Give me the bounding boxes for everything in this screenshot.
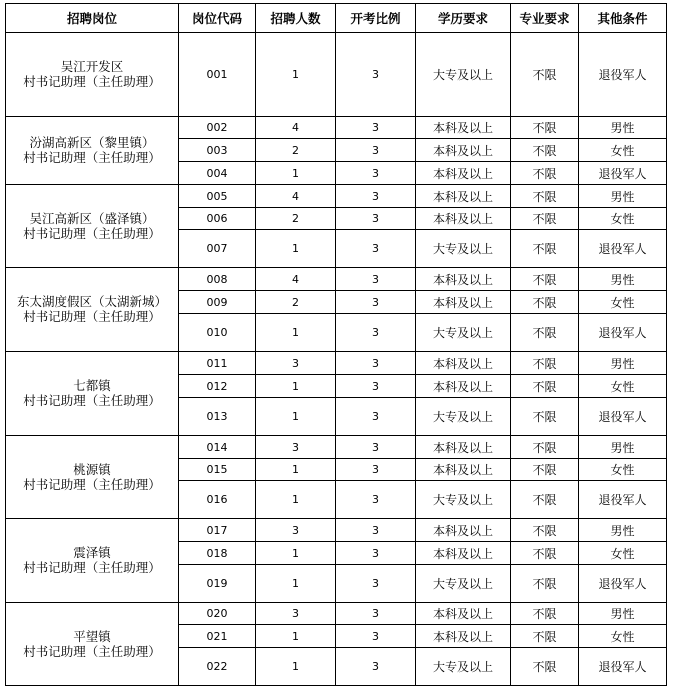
ratio-cell: 3 [336, 230, 416, 268]
major-cell: 不限 [511, 648, 579, 686]
count-cell: 3 [256, 519, 336, 542]
count-cell: 2 [256, 291, 336, 314]
education-cell: 大专及以上 [416, 314, 511, 352]
code-cell: 015 [179, 459, 256, 481]
position-title: 村书记助理（主任助理） [23, 225, 161, 241]
table-row [6, 268, 667, 291]
position-cell [6, 33, 179, 117]
major-cell: 不限 [511, 352, 579, 375]
count-cell: 3 [256, 603, 336, 625]
count-cell: 1 [256, 314, 336, 352]
education-cell: 本科及以上 [416, 436, 511, 459]
area-name: 七都镇 [73, 378, 111, 393]
major-cell: 不限 [511, 398, 579, 436]
count-cell: 1 [256, 33, 336, 117]
ratio-cell: 3 [336, 519, 416, 542]
education-cell: 本科及以上 [416, 625, 511, 648]
ratio-cell: 3 [336, 208, 416, 230]
code-cell: 019 [179, 565, 256, 603]
other-condition-cell: 女性 [579, 625, 667, 648]
major-cell: 不限 [511, 33, 579, 117]
code-cell: 017 [179, 519, 256, 542]
table-row [6, 436, 667, 459]
position-cell [6, 519, 179, 603]
count-cell: 1 [256, 375, 336, 398]
code-cell: 007 [179, 230, 256, 268]
code-cell: 011 [179, 352, 256, 375]
position-title: 村书记助理（主任助理） [23, 150, 161, 165]
code-cell: 013 [179, 398, 256, 436]
recruitment-table [5, 3, 667, 686]
major-cell: 不限 [511, 230, 579, 268]
position-cell [6, 268, 179, 352]
other-condition-cell: 男性 [579, 352, 667, 375]
education-cell: 大专及以上 [416, 230, 511, 268]
major-cell: 不限 [511, 436, 579, 459]
position-cell [6, 603, 179, 686]
count-cell: 2 [256, 208, 336, 230]
table-row [6, 519, 667, 542]
ratio-cell: 3 [336, 481, 416, 519]
education-cell: 本科及以上 [416, 291, 511, 314]
ratio-cell: 3 [336, 603, 416, 625]
code-cell: 021 [179, 625, 256, 648]
education-cell: 本科及以上 [416, 185, 511, 208]
other-condition-cell: 退役军人 [579, 565, 667, 603]
education-cell: 本科及以上 [416, 268, 511, 291]
ratio-cell: 3 [336, 352, 416, 375]
major-cell: 不限 [511, 314, 579, 352]
count-cell: 1 [256, 230, 336, 268]
major-cell: 不限 [511, 481, 579, 519]
header-other: 其他条件 [579, 4, 667, 33]
code-cell: 022 [179, 648, 256, 686]
header-major: 专业要求 [511, 4, 579, 33]
area-name: 震泽镇 [73, 545, 111, 560]
header-education: 学历要求 [416, 4, 511, 33]
major-cell: 不限 [511, 162, 579, 185]
major-cell: 不限 [511, 459, 579, 481]
count-cell: 1 [256, 162, 336, 185]
other-condition-cell: 男性 [579, 519, 667, 542]
other-condition-cell: 男性 [579, 185, 667, 208]
other-condition-cell: 男性 [579, 603, 667, 625]
code-cell: 020 [179, 603, 256, 625]
other-condition-cell: 退役军人 [579, 481, 667, 519]
table-row [6, 352, 667, 375]
ratio-cell: 3 [336, 436, 416, 459]
position-title: 村书记助理（主任助理） [23, 74, 161, 89]
other-condition-cell: 退役军人 [579, 230, 667, 268]
major-cell: 不限 [511, 139, 579, 162]
education-cell: 本科及以上 [416, 208, 511, 230]
table-row [6, 185, 667, 208]
count-cell: 3 [256, 436, 336, 459]
major-cell: 不限 [511, 185, 579, 208]
major-cell: 不限 [511, 117, 579, 139]
ratio-cell: 3 [336, 459, 416, 481]
header-code: 岗位代码 [179, 4, 256, 33]
education-cell: 大专及以上 [416, 398, 511, 436]
count-cell: 2 [256, 139, 336, 162]
code-cell: 006 [179, 208, 256, 230]
ratio-cell: 3 [336, 117, 416, 139]
ratio-cell: 3 [336, 648, 416, 686]
ratio-cell: 3 [336, 268, 416, 291]
header-position: 招聘岗位 [6, 4, 179, 33]
count-cell: 1 [256, 459, 336, 481]
ratio-cell: 3 [336, 33, 416, 117]
ratio-cell: 3 [336, 375, 416, 398]
position-title: 村书记助理（主任助理） [23, 643, 161, 659]
education-cell: 大专及以上 [416, 33, 511, 117]
area-name: 吴江高新区（盛泽镇） [29, 210, 155, 226]
table-body [6, 33, 667, 686]
code-cell: 018 [179, 542, 256, 565]
ratio-cell: 3 [336, 542, 416, 565]
code-cell: 001 [179, 33, 256, 117]
education-cell: 本科及以上 [416, 459, 511, 481]
education-cell: 本科及以上 [416, 375, 511, 398]
education-cell: 大专及以上 [416, 565, 511, 603]
position-cell [6, 352, 179, 436]
area-name: 桃源镇 [73, 461, 111, 477]
ratio-cell: 3 [336, 185, 416, 208]
major-cell: 不限 [511, 375, 579, 398]
major-cell: 不限 [511, 603, 579, 625]
position-title: 村书记助理（主任助理） [23, 476, 161, 492]
table-row [6, 33, 667, 117]
code-cell: 009 [179, 291, 256, 314]
code-cell: 004 [179, 162, 256, 185]
other-condition-cell: 退役军人 [579, 162, 667, 185]
code-cell: 016 [179, 481, 256, 519]
code-cell: 005 [179, 185, 256, 208]
other-condition-cell: 退役军人 [579, 398, 667, 436]
code-cell: 010 [179, 314, 256, 352]
count-cell: 1 [256, 481, 336, 519]
education-cell: 本科及以上 [416, 352, 511, 375]
other-condition-cell: 男性 [579, 117, 667, 139]
position-cell [6, 117, 179, 185]
other-condition-cell: 女性 [579, 459, 667, 481]
other-condition-cell: 女性 [579, 139, 667, 162]
area-name: 汾湖高新区（黎里镇） [29, 135, 155, 150]
major-cell: 不限 [511, 565, 579, 603]
ratio-cell: 3 [336, 162, 416, 185]
other-condition-cell: 女性 [579, 291, 667, 314]
header-count: 招聘人数 [256, 4, 336, 33]
code-cell: 008 [179, 268, 256, 291]
education-cell: 本科及以上 [416, 139, 511, 162]
ratio-cell: 3 [336, 139, 416, 162]
other-condition-cell: 退役军人 [579, 33, 667, 117]
major-cell: 不限 [511, 268, 579, 291]
count-cell: 1 [256, 398, 336, 436]
count-cell: 1 [256, 625, 336, 648]
ratio-cell: 3 [336, 565, 416, 603]
count-cell: 1 [256, 565, 336, 603]
position-title: 村书记助理（主任助理） [23, 393, 161, 408]
major-cell: 不限 [511, 208, 579, 230]
other-condition-cell: 退役军人 [579, 314, 667, 352]
code-cell: 002 [179, 117, 256, 139]
area-name: 东太湖度假区（太湖新城） [16, 294, 167, 309]
code-cell: 003 [179, 139, 256, 162]
count-cell: 4 [256, 268, 336, 291]
education-cell: 本科及以上 [416, 603, 511, 625]
ratio-cell: 3 [336, 314, 416, 352]
ratio-cell: 3 [336, 398, 416, 436]
other-condition-cell: 男性 [579, 268, 667, 291]
other-condition-cell: 退役军人 [579, 648, 667, 686]
header-ratio: 开考比例 [336, 4, 416, 33]
count-cell: 3 [256, 352, 336, 375]
other-condition-cell: 女性 [579, 208, 667, 230]
other-condition-cell: 男性 [579, 436, 667, 459]
ratio-cell: 3 [336, 291, 416, 314]
education-cell: 本科及以上 [416, 162, 511, 185]
position-cell [6, 436, 179, 519]
code-cell: 012 [179, 375, 256, 398]
count-cell: 4 [256, 117, 336, 139]
area-name: 平望镇 [73, 628, 111, 644]
position-cell [6, 185, 179, 268]
count-cell: 1 [256, 542, 336, 565]
position-title: 村书记助理（主任助理） [23, 560, 161, 575]
count-cell: 4 [256, 185, 336, 208]
position-title: 村书记助理（主任助理） [23, 309, 161, 324]
major-cell: 不限 [511, 625, 579, 648]
other-condition-cell: 女性 [579, 542, 667, 565]
code-cell: 014 [179, 436, 256, 459]
major-cell: 不限 [511, 542, 579, 565]
education-cell: 本科及以上 [416, 519, 511, 542]
major-cell: 不限 [511, 519, 579, 542]
table-row [6, 603, 667, 625]
education-cell: 本科及以上 [416, 542, 511, 565]
major-cell: 不限 [511, 291, 579, 314]
header-row [6, 4, 667, 33]
education-cell: 大专及以上 [416, 481, 511, 519]
count-cell: 1 [256, 648, 336, 686]
other-condition-cell: 女性 [579, 375, 667, 398]
ratio-cell: 3 [336, 625, 416, 648]
area-name: 吴江开发区 [60, 59, 124, 74]
education-cell: 本科及以上 [416, 117, 511, 139]
table-row [6, 117, 667, 139]
education-cell: 大专及以上 [416, 648, 511, 686]
